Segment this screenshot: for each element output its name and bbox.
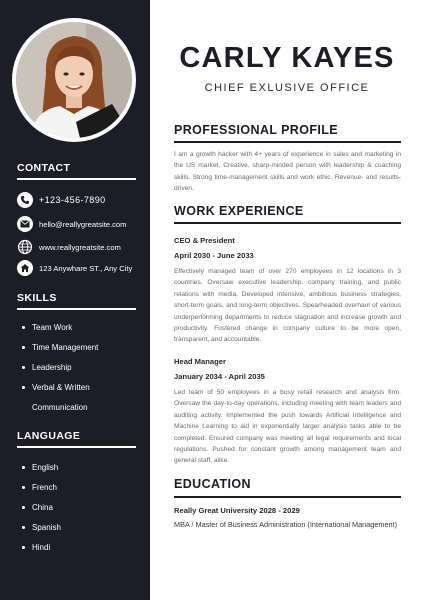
skill-item: Leadership <box>22 358 98 378</box>
bullet-dot-icon <box>22 366 25 369</box>
contact-heading: CONTACT <box>17 162 71 174</box>
contact-address: 123 Anywhare ST., Any City <box>39 263 133 273</box>
contact-phone-row <box>17 192 147 208</box>
bullet-dot-icon <box>22 546 25 549</box>
experience-heading: WORK EXPERIENCE <box>174 204 304 218</box>
skills-heading: SKILLS <box>17 292 57 304</box>
language-list <box>22 458 61 558</box>
home-icon <box>17 260 33 276</box>
job-description: Led team of 50 employees in a busy retail research and analysis firm. Oversaw the day-to-day operations, including meeting with team leaders and auditing activity. Implemented the push towards Artificial Intelligence and Machine Learning to aid in exponentially larger analysis tasks able to be completed. Ensured company was meeting all legal requirements and local regulations. Pushed for constant growth among management team and general staff, alike. <box>174 389 401 465</box>
profile-photo <box>16 22 132 138</box>
contact-website[interactable]: www.reallygreatsite.com <box>39 242 121 252</box>
resume-name: CARLY KAYES <box>179 42 395 74</box>
sidebar <box>0 0 150 600</box>
bullet-dot-icon <box>22 506 25 509</box>
language-item: China <box>22 498 61 518</box>
contact-divider <box>17 178 136 180</box>
profile-photo-frame <box>12 18 136 142</box>
contact-email[interactable]: hello@reallygreatsite.com <box>39 219 127 229</box>
experience-divider <box>174 222 401 224</box>
language-item: English <box>22 458 61 478</box>
job-dates: April 2030 - June 2033 <box>174 251 254 260</box>
bullet-dot-icon <box>22 386 25 389</box>
contact-email-row <box>17 216 147 232</box>
education-divider <box>174 496 401 498</box>
profile-text: I am a growth hacker with 4+ years of experience in sales and marketing in the US market. Creative, sharp-minded person with leadership & coaching skills. Strong time-management skills and work ethic. Revenue- and results-driven. <box>174 151 401 193</box>
language-item: Hindi <box>22 538 61 558</box>
bullet-dot-icon <box>22 346 25 349</box>
skill-item-continued: Communication <box>32 403 88 412</box>
education-school: Really Great University 2028 - 2029 <box>174 506 300 515</box>
education-heading: EDUCATION <box>174 477 251 491</box>
language-item: Spanish <box>22 518 61 538</box>
bullet-dot-icon <box>22 466 25 469</box>
contact-address-row <box>17 260 147 276</box>
job-description: Effectively managed team of over 270 employees in 12 locations in 3 countries. Oversaw executive leadership, company training, and public relations with media. Developed intensive, ambitious business strategies, short-term goals, and long-term objectives. Spearheaded overhaul of various underperforming departments to reduce stagnation and increase growth and productivity. Fostered change in company culture to be more open, transparent, and accountable. <box>174 268 401 344</box>
education-degree: MBA / Master of Business Administration (International Management) <box>174 520 398 529</box>
globe-icon <box>17 239 33 255</box>
skill-item: Team Work <box>22 318 98 338</box>
resume-title: CHIEF EXLUSIVE OFFICE <box>204 82 370 94</box>
contact-phone[interactable]: +123-456-7890 <box>39 195 106 205</box>
contact-website-row <box>17 239 147 255</box>
profile-divider <box>174 141 401 143</box>
portrait-illustration <box>16 22 132 138</box>
bullet-dot-icon <box>22 486 25 489</box>
job-role: CEO & President <box>174 236 235 245</box>
profile-heading: PROFESSIONAL PROFILE <box>174 123 339 137</box>
skills-divider <box>17 308 136 310</box>
language-heading: LANGUAGE <box>17 430 81 442</box>
language-divider <box>17 446 136 448</box>
job-dates: January 2034 - April 2035 <box>174 372 265 381</box>
language-item: French <box>22 478 61 498</box>
phone-icon <box>17 192 33 208</box>
skill-item: Verbal & Written <box>22 378 98 398</box>
skill-item: Time Management <box>22 338 98 358</box>
job-role: Head Manager <box>174 357 226 366</box>
bullet-dot-icon <box>22 326 25 329</box>
skills-list <box>22 318 98 418</box>
mail-icon <box>17 216 33 232</box>
bullet-dot-icon <box>22 526 25 529</box>
